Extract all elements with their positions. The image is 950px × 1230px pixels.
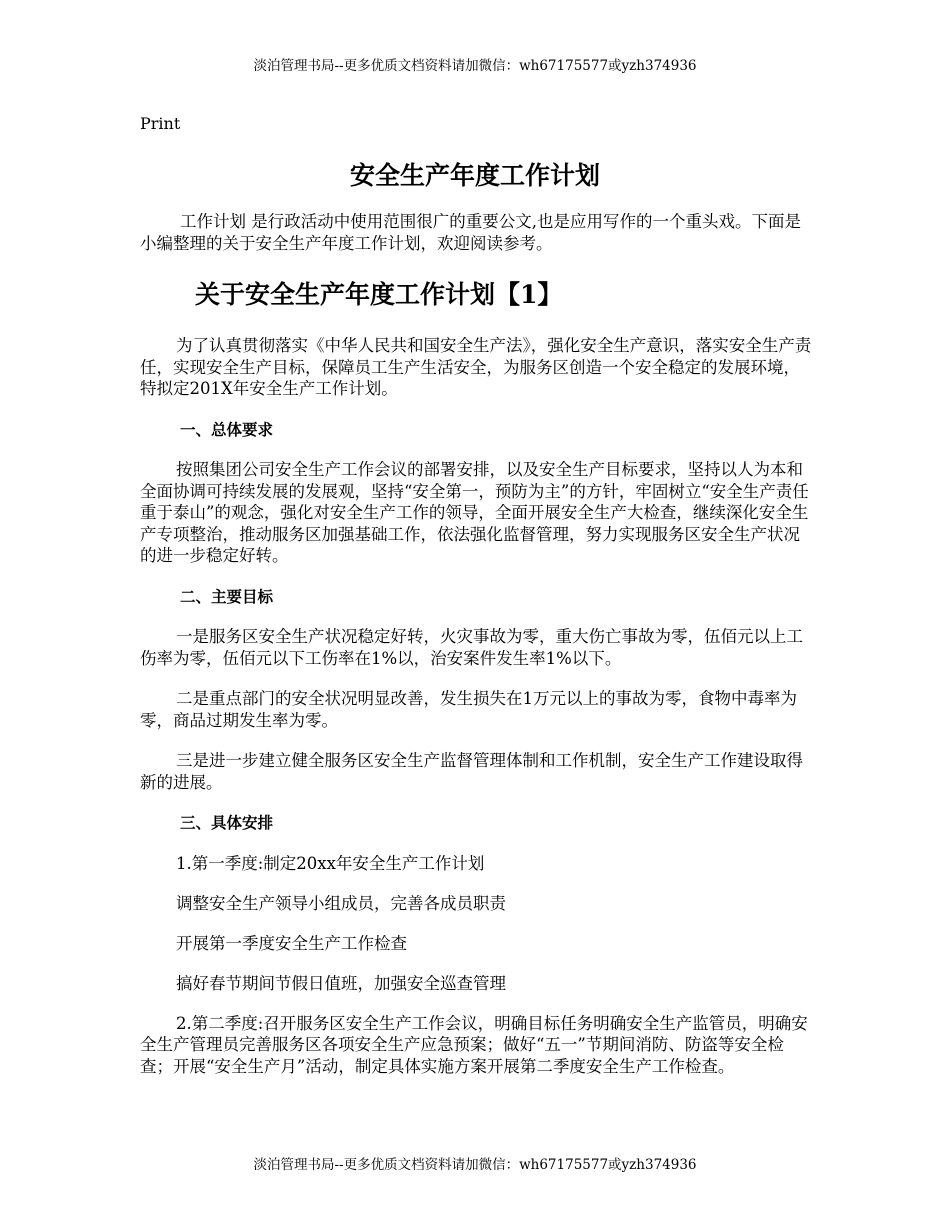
goal-paragraph-1: 一是服务区安全生产状况稳定好转，火灾事故为零，重大伤亡事故为零，伍佰元以上工伤率为零，伍佰元以下工伤率在1%以，治安案件发生率1%以下。 — [140, 627, 803, 668]
quarter-1-subitem-c: 搞好春节期间节假日值班，加强安全巡查管理 — [176, 973, 506, 993]
section-title: 关于安全生产年度工作计划【1】 — [195, 280, 563, 309]
page-footer: 淡泊管理书局--更多优质文档资料请加微信：wh67175577或yzh374936 — [253, 1157, 697, 1173]
general-requirements-paragraph: 按照集团公司安全生产工作会议的部署安排，以及安全生产目标要求，坚持以人为本和全面协调可持续发展的发展观，坚持“安全第一，预防为主”的方针，牢固树立“安全生产责任重于泰山”的观念，强化对安全生产工作的领导，全面开展安全生产大检查，继续深化安全生产专项整治，推动服务区加强基础工作，依法强化监督管理，努力实现服务区安全生产状况的进一步稳定好转。 — [140, 460, 809, 565]
document-body — [140, 211, 812, 1096]
quarter-1-subitem-a: 调整安全生产领导小组成员，完善各成员职责 — [176, 893, 506, 913]
page-header: 淡泊管理书局--更多优质文档资料请加微信：wh67175577或yzh374936 — [253, 58, 697, 74]
opening-paragraph: 为了认真贯彻落实《中华人民共和国安全生产法》，强化安全生产意识，落实安全生产责任，实现安全生产目标，保障员工生产生活安全，为服务区创造一个安全稳定的发展环境，特拟定201X年安全生产工作计划。 — [140, 336, 812, 398]
print-label: Print — [140, 114, 181, 133]
document-title: 安全生产年度工作计划 — [349, 161, 600, 190]
goal-paragraph-2: 二是重点部门的安全状况明显改善，发生损失在1万元以上的事故为零，食物中毒率为零，商品过期发生率为零。 — [140, 689, 797, 730]
goal-paragraph-3: 三是进一步建立健全服务区安全生产监督管理体制和工作机制，安全生产工作建设取得新的进展。 — [140, 751, 803, 792]
quarter-2-paragraph: 2.第二季度:召开服务区安全生产工作会议，明确目标任务明确安全生产监管员，明确安全生产管理员完善服务区各项安全生产应急预案；做好“五一”节期间消防、防盗等安全检查；开展“安全生产月”活动，制定具体实施方案开展第二季度安全生产工作检查。 — [140, 1013, 808, 1076]
quarter-1-item: 1.第一季度:制定20xx年安全生产工作计划 — [176, 853, 485, 873]
intro-paragraph: 工作计划 是行政活动中使用范围很广的重要公文,也是应用写作的一个重头戏。下面是小编整理的关于安全生产年度工作计划，欢迎阅读参考。 — [140, 212, 801, 253]
heading-specific-arrangements: 三、具体安排 — [180, 813, 274, 832]
heading-main-goals: 二、主要目标 — [180, 586, 274, 606]
heading-general-requirements: 一、总体要求 — [180, 419, 274, 439]
quarter-1-subitem-b: 开展第一季度安全生产工作检查 — [176, 933, 407, 953]
